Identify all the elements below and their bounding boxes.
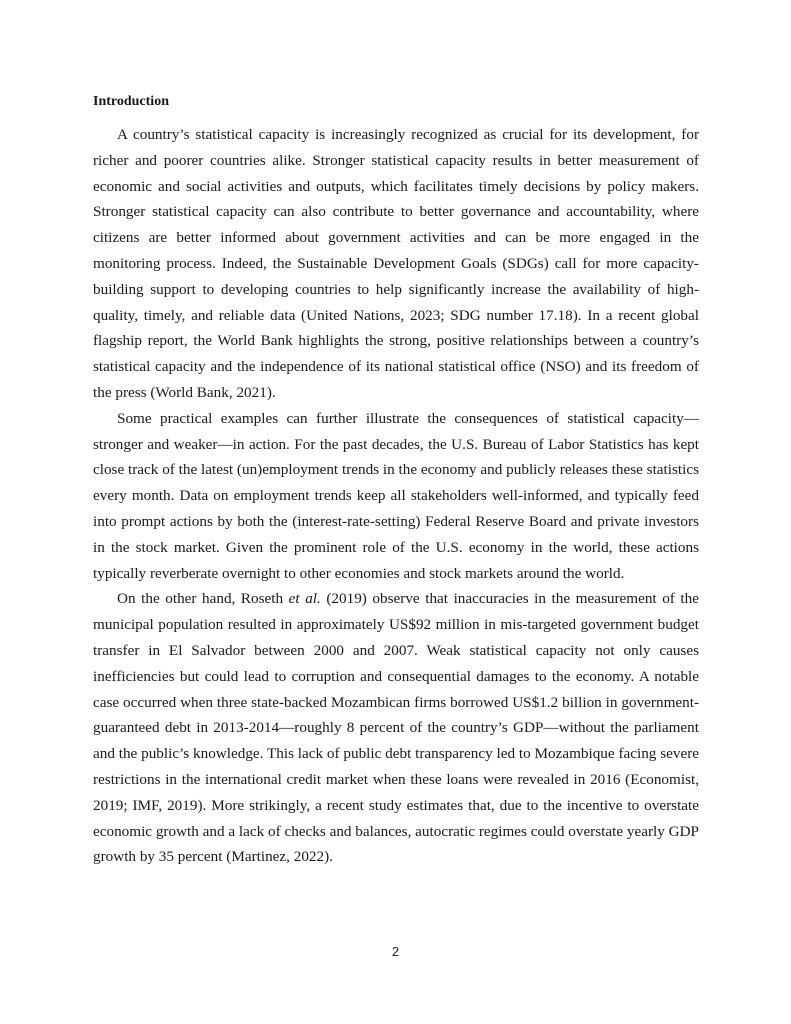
document-body bbox=[93, 92, 699, 870]
paragraph-text: (2019) observe that inaccuracies in the measurement of the municipal population resulted in approximately US$92 million in mis-targeted government budget transfer in El Salvador between 2000 and 2007. Weak statistical capacity not only causes inefficiencies but could lead to corruption and consequential damages to the economy. A notable case occurred when three state-backed Mozambican firms borrowed US$1.2 billion in government-guaranteed debt in 2013-2014—roughly 8 percent of the country’s GDP—without the parliament and the public’s knowledge. This lack of public debt transparency led to Mozambique facing severe restrictions in the international credit market when these loans were revealed in 2016 (Economist, 2019; IMF, 2019). More strikingly, a recent study estimates that, due to the incentive to overstate economic growth and a lack of checks and balances, autocratic regimes could overstate yearly GDP growth by 35 percent (Martinez, 2022). bbox=[93, 590, 699, 866]
paragraph-text: On the other hand, Roseth bbox=[117, 590, 289, 608]
paragraph-text: Some practical examples can further illustrate the consequences of statistical capacity—stronger and weaker—in action. For the past decades, the U.S. Bureau of Labor Statistics has kept close track of the latest (un)employment trends in the economy and publicly releases these statistics every month. Data on employment trends keep all stakeholders well-informed, and typically feed into prompt actions by both the (interest-rate-setting) Federal Reserve Board and private investors in the stock market. Given the prominent role of the U.S. economy in the world, these actions typically reverberate overnight to other economies and stock markets around the world. bbox=[93, 409, 699, 582]
paragraph-text: A country’s statistical capacity is increasingly recognized as crucial for its development, for richer and poorer countries alike. Stronger statistical capacity results in better measurement of economic and social activities and outputs, which facilitates timely decisions by policy makers. Stronger statistical capacity can also contribute to better governance and accountability, where citizens are better informed about government activities and can be more engaged in the monitoring process. Indeed, the Sustainable Development Goals (SDGs) call for more capacity-building support to developing countries to help significantly increase the availability of high-quality, timely, and reliable data (United Nations, 2023; SDG number 17.18). In a recent global flagship report, the World Bank highlights the strong, positive relationships between a country’s statistical capacity and the independence of its national statistical office (NSO) and its freedom of the press (World Bank, 2021). bbox=[93, 126, 699, 401]
paragraph-statistical-capacity bbox=[93, 122, 699, 406]
paragraph-practical-examples bbox=[93, 406, 699, 587]
citation-et-al: et al. bbox=[288, 590, 321, 608]
page-number: 2 bbox=[391, 944, 400, 959]
section-heading: Introduction bbox=[93, 94, 169, 109]
paragraph-weak-capacity bbox=[93, 586, 699, 870]
